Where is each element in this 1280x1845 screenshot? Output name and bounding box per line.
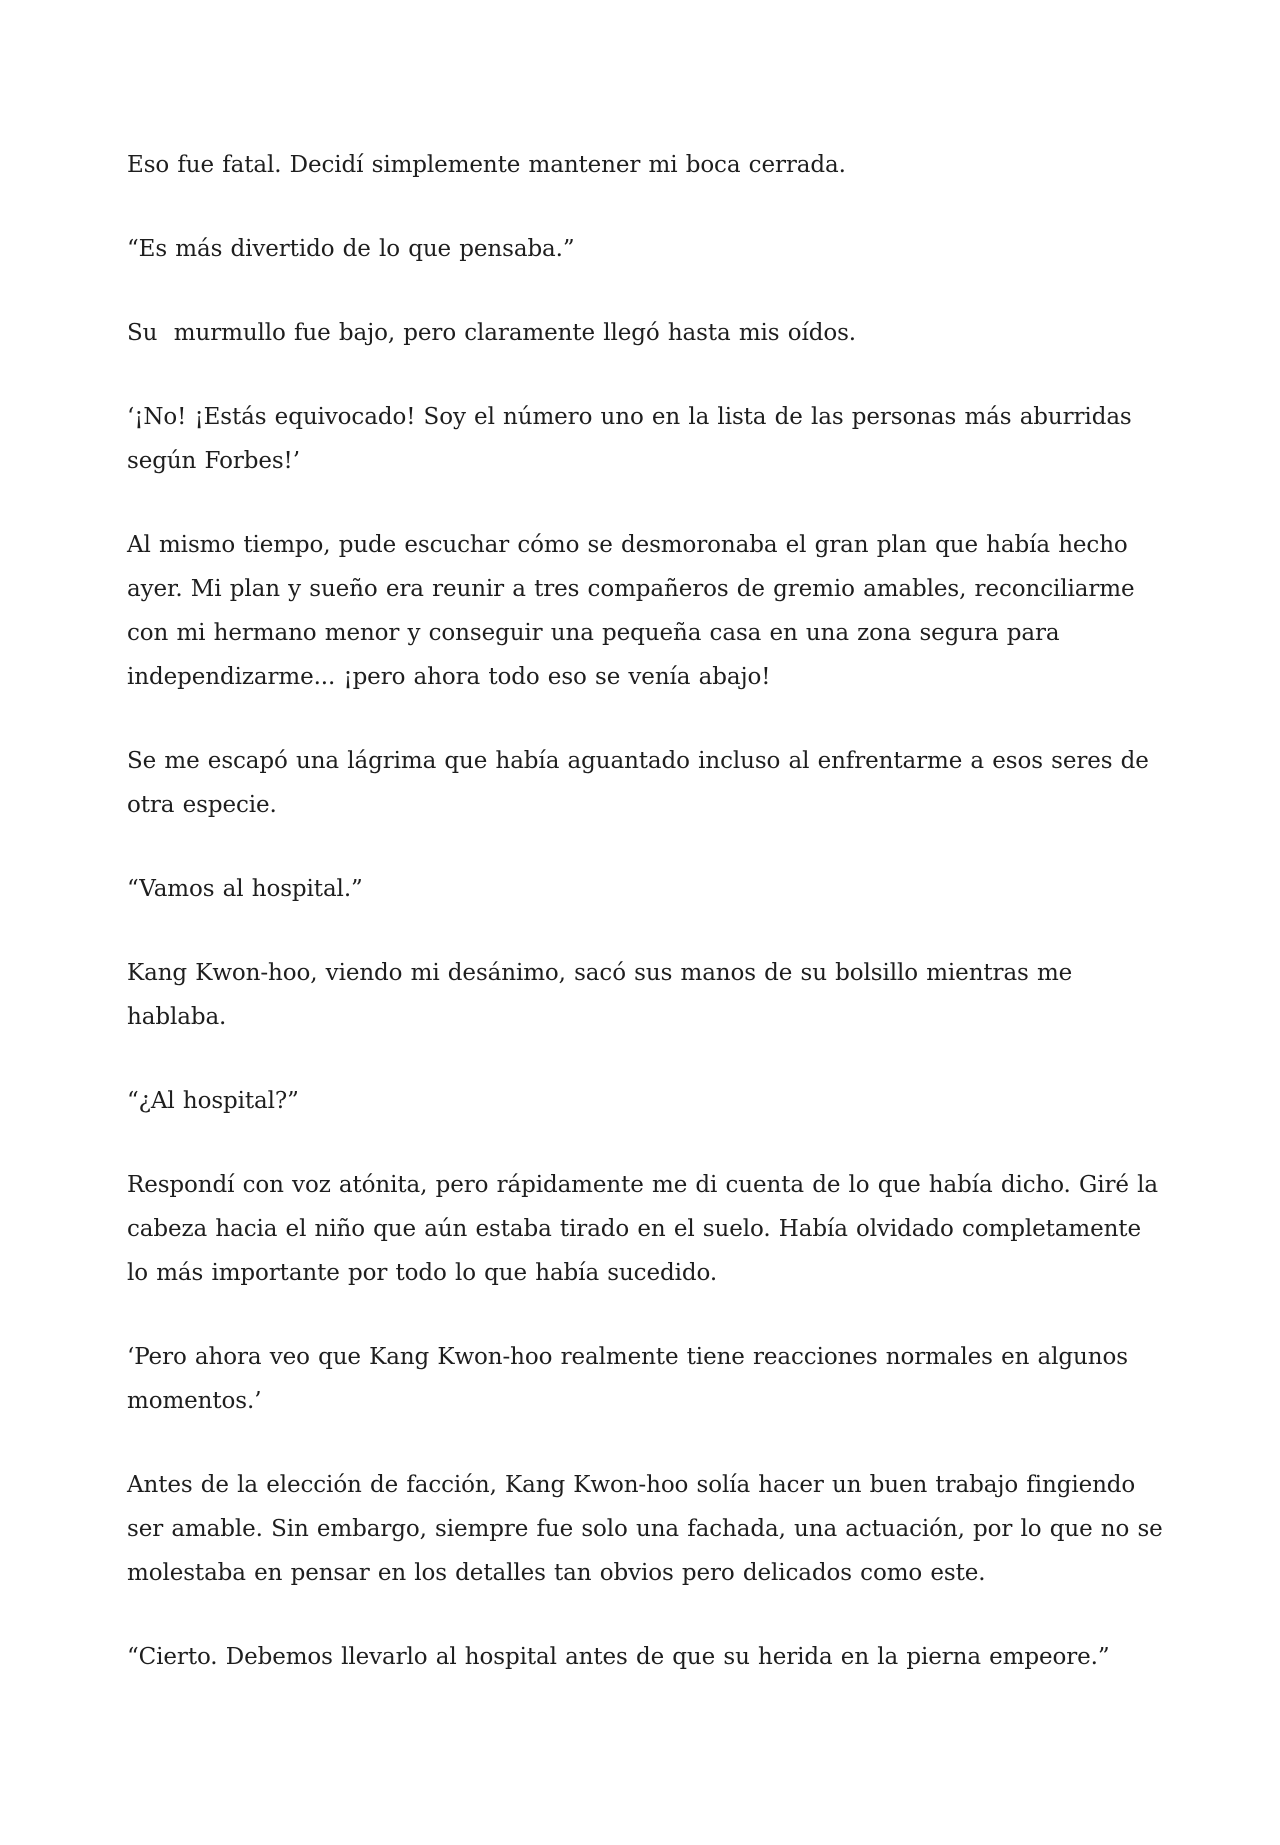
paragraph-6: Se me escapó una lágrima que había aguantado incluso al enfrentarme a esos seres de otra especie. — [127, 748, 1158, 818]
paragraph-9: “¿Al hospital?” — [127, 1088, 299, 1114]
paragraph-11: ‘Pero ahora veo que Kang Kwon-hoo realmente tiene reacciones normales en algunos momentos.’ — [127, 1344, 1137, 1414]
paragraph-12: Antes de la elección de facción, Kang Kwon-hoo solía hacer un buen trabajo fingiendo ser amable. Sin embargo, siempre fue solo una fachada, una actuación, por lo que no se molestaba en pensar en los detalles tan obvios pero delicados como este. — [127, 1472, 1171, 1586]
paragraph-13: “Cierto. Debemos llevarlo al hospital antes de que su herida en la pierna empeore.” — [127, 1644, 1110, 1670]
paragraph-5: Al mismo tiempo, pude escuchar cómo se desmoronaba el gran plan que había hecho ayer. Mi plan y sueño era reunir a tres compañeros de gremio amables, reconciliarme con mi hermano menor y conseguir una pequeña casa en una zona segura para independizarme... ¡pero ahora todo eso se venía abajo! — [127, 532, 1143, 690]
paragraph-1: Eso fue fatal. Decidí simplemente mantener mi boca cerrada. — [127, 152, 846, 178]
paragraph-3: Su murmullo fue bajo, pero claramente llegó hasta mis oídos. — [127, 320, 856, 346]
paragraph-7: “Vamos al hospital.” — [127, 876, 363, 902]
paragraph-8: Kang Kwon-hoo, viendo mi desánimo, sacó sus manos de su bolsillo mientras me hablaba. — [127, 960, 1081, 1030]
paragraph-10: Respondí con voz atónita, pero rápidamente me di cuenta de lo que había dicho. Giré la cabeza hacia el niño que aún estaba tirado en el suelo. Había olvidado completamente lo más importante por todo lo que había sucedido. — [127, 1172, 1167, 1286]
paragraph-2: “Es más divertido de lo que pensaba.” — [127, 236, 575, 262]
text-column — [127, 143, 1171, 1719]
paragraph-4: ‘¡No! ¡Estás equivocado! Soy el número uno en la lista de las personas más aburridas según Forbes!’ — [127, 404, 1140, 474]
